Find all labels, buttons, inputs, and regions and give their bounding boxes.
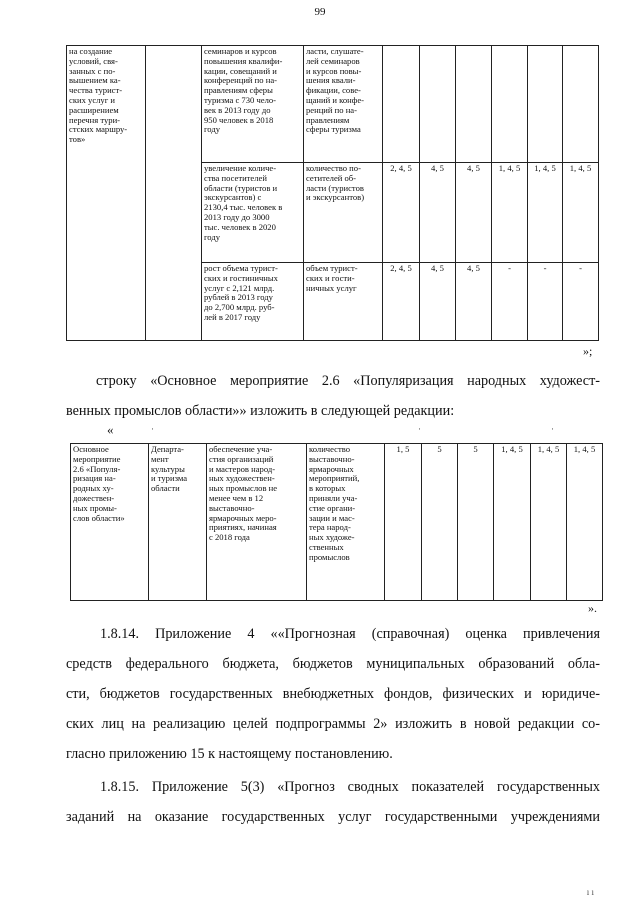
paragraph-1-8-14 bbox=[66, 619, 600, 769]
scan-mark: · bbox=[418, 424, 421, 434]
value-cell: 1, 4, 5 bbox=[531, 444, 567, 601]
value-cell: 1, 4, 5 bbox=[563, 163, 599, 263]
indicator-cell: количество выставочно- ярмарочных мероприятий, в которых приняли уча- стие органи- зации и мас- тера народ- ных художе- ственных промыслов bbox=[307, 444, 385, 601]
value-cell: 1, 4, 5 bbox=[567, 444, 603, 601]
scan-mark: · bbox=[151, 424, 154, 434]
paragraph-row-replacement-cont bbox=[66, 396, 600, 426]
text-line: строку «Основное мероприятие 2.6 «Популяризация народных художест- bbox=[96, 373, 600, 389]
paragraph-row-replacement bbox=[96, 366, 600, 396]
value-cell: 4, 5 bbox=[420, 263, 456, 341]
text-line: гласно приложению 15 к настоящему постановлению. bbox=[66, 746, 393, 762]
value-cell: - bbox=[528, 263, 563, 341]
event-name-cell: на создание условий, свя- занных с по- вышением ка- чества турист- ских услуг и расширением перечня тури- стских маршру- тов» bbox=[67, 46, 146, 341]
expected-result-cell: увеличение количе- ства посетителей области (туристов и экскурсантов) с 2130,4 тыс. человек в 2013 году до 3000 тыс. человек в 2020 году bbox=[202, 163, 304, 263]
value-cell: - bbox=[492, 263, 528, 341]
table-row bbox=[67, 46, 599, 163]
page-number: 99 bbox=[314, 6, 326, 18]
text-line: средств федерального бюджета, бюджетов муниципальных образований обла- bbox=[66, 656, 600, 672]
open-quote: « bbox=[107, 422, 114, 437]
indicators-table-continuation bbox=[66, 45, 599, 341]
value-cell bbox=[383, 46, 420, 163]
text-line: венных промыслов области»» изложить в следующей редакции: bbox=[66, 403, 455, 419]
value-cell: 1, 4, 5 bbox=[492, 163, 528, 263]
value-cell bbox=[492, 46, 528, 163]
value-cell: 4, 5 bbox=[456, 263, 492, 341]
value-cell: 5 bbox=[458, 444, 494, 601]
text-line: сти, бюджетов государственных внебюджетных фондов, физических и юридиче- bbox=[66, 686, 600, 702]
value-cell: 1, 4, 5 bbox=[528, 163, 563, 263]
value-cell bbox=[456, 46, 492, 163]
text-line: ских лиц на реализацию целей подпрограммы 2» изложить в новой редакции со- bbox=[66, 716, 600, 732]
value-cell bbox=[420, 46, 456, 163]
scan-mark: · bbox=[551, 424, 554, 434]
table2-closing-quote: ». bbox=[588, 601, 597, 615]
expected-result-cell: рост объема турист- ских и гостиничных услуг с 2,121 млрд. рублей в 2013 году до 2,700 млрд. руб- лей в 2017 году bbox=[202, 263, 304, 341]
value-cell: 1, 4, 5 bbox=[494, 444, 531, 601]
value-cell bbox=[563, 46, 599, 163]
expected-result-cell: семинаров и курсов повышения квалифи- кации, совещаний и конференций по на- правлениям сферы туризма с 730 чело- век в 2013 году до 950 человек в 2018 году bbox=[202, 46, 304, 163]
value-cell: 5 bbox=[422, 444, 458, 601]
indicator-cell: ласти, слушате- лей семинаров и курсов повы- шения квали- фикации, сове- щаний и конфе- ренций по на- правлениям сферы туризма bbox=[304, 46, 383, 163]
event-2-6-table bbox=[70, 443, 603, 601]
expected-result-cell: обеспечение уча- стия организаций и мастеров народ- ных художествен- ных промыслов не менее чем в 12 выставочно- ярмарочных меро- приятиях, начиная с 2018 года bbox=[207, 444, 307, 601]
table1-closing-quote: »; bbox=[583, 344, 593, 358]
corner-mark: ı ı bbox=[586, 887, 594, 897]
value-cell: - bbox=[563, 263, 599, 341]
text-line: 1.8.14. Приложение 4 ««Прогнозная (справочная) оценка привлечения bbox=[100, 626, 600, 642]
indicator-cell: количество по- сетителей об- ласти (туристов и экскурсантов) bbox=[304, 163, 383, 263]
executor-cell: Департа- мент культуры и туризма области bbox=[149, 444, 207, 601]
table-row bbox=[71, 444, 603, 601]
value-cell: 4, 5 bbox=[420, 163, 456, 263]
value-cell: 2, 4, 5 bbox=[383, 263, 420, 341]
value-cell: 2, 4, 5 bbox=[383, 163, 420, 263]
indicator-cell: объем турист- ских и гости- ничных услуг bbox=[304, 263, 383, 341]
value-cell: 4, 5 bbox=[456, 163, 492, 263]
text-line: заданий на оказание государственных услуг государственными учреждениями bbox=[66, 809, 600, 825]
event-name-cell: Основное мероприятие 2.6 «Популя- ризация на- родных ху- дожествен- ных промы- слов области» bbox=[71, 444, 149, 601]
text-line: 1.8.15. Приложение 5(3) «Прогноз сводных показателей государственных bbox=[100, 779, 600, 795]
value-cell bbox=[528, 46, 563, 163]
paragraph-1-8-15 bbox=[66, 772, 600, 832]
executor-cell bbox=[146, 46, 202, 341]
value-cell: 1, 5 bbox=[385, 444, 422, 601]
